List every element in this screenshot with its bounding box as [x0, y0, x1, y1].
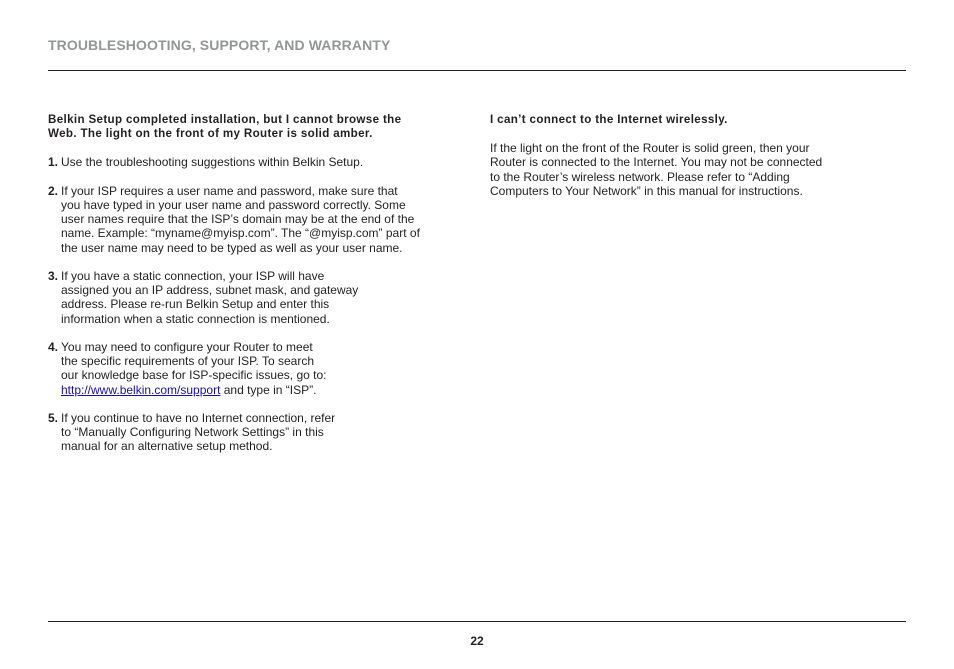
step-1 [48, 155, 458, 169]
step-text: You may need to configure your Router to meet [61, 340, 313, 354]
step-text: user names require that the ISP’s domain may be at the end of the [61, 212, 415, 227]
answer-line: If the light on the front of the Router is solid green, then your [490, 141, 810, 156]
step-number: 1. [48, 155, 59, 170]
step-text: If your ISP requires a user name and password, make sure that [61, 183, 398, 198]
step-text: Use the troubleshooting suggestions within Belkin Setup. [61, 155, 364, 170]
step-text: the specific requirements of your ISP. To search [61, 354, 315, 369]
question-heading [48, 113, 458, 141]
question-heading: I can’t connect to the Internet wirelessly. [490, 113, 728, 126]
question-line: Belkin Setup completed installation, but I cannot browse the [48, 113, 402, 126]
step-number: 4. [48, 340, 59, 354]
question-line: Web. The light on the front of my Router is solid amber. [48, 127, 373, 141]
step-text: information when a static connection is mentioned. [61, 311, 330, 326]
step-text: and type in “ISP”. [220, 382, 317, 397]
step-number: 2. [48, 183, 59, 198]
answer-paragraph [490, 141, 870, 198]
step-link-line [61, 383, 458, 397]
step-number: 3. [48, 269, 59, 283]
step-text: manual for an alternative setup method. [61, 439, 273, 454]
step-text: to “Manually Configuring Network Settings” in this [61, 425, 324, 440]
footer-divider [48, 621, 906, 622]
step-text: address. Please re-run Belkin Setup and enter this [61, 297, 330, 312]
step-text: If you have a static connection, your ISP will have [61, 269, 325, 283]
step-3 [48, 269, 458, 326]
left-column [48, 113, 458, 468]
step-text: you have typed in your user name and password correctly. Some [61, 198, 406, 212]
answer-line: Computers to Your Network” in this manual for instructions. [490, 183, 803, 198]
step-5 [48, 411, 458, 454]
step-text: assigned you an IP address, subnet mask, and gateway [61, 283, 359, 298]
step-text: the user name may need to be typed as well as your user name. [61, 240, 403, 255]
page-number: 22 [470, 634, 484, 648]
step-4 [48, 340, 458, 397]
step-text: name. Example: “myname@myisp.com”. The “@myisp.com” part of [61, 226, 420, 241]
right-column [490, 113, 870, 198]
page-header-title: TROUBLESHOOTING, SUPPORT, AND WARRANTY [48, 37, 391, 53]
belkin-support-link[interactable]: http://www.belkin.com/support [61, 382, 221, 397]
answer-line: to the Router’s wireless network. Please refer to “Adding [490, 169, 790, 184]
header-divider [48, 70, 906, 71]
step-text: If you continue to have no Internet connection, refer [61, 411, 336, 425]
answer-line: Router is connected to the Internet. You may not be connected [490, 155, 823, 170]
step-text: our knowledge base for ISP-specific issues, go to: [61, 368, 327, 383]
step-number: 5. [48, 411, 59, 425]
step-2 [48, 184, 458, 255]
